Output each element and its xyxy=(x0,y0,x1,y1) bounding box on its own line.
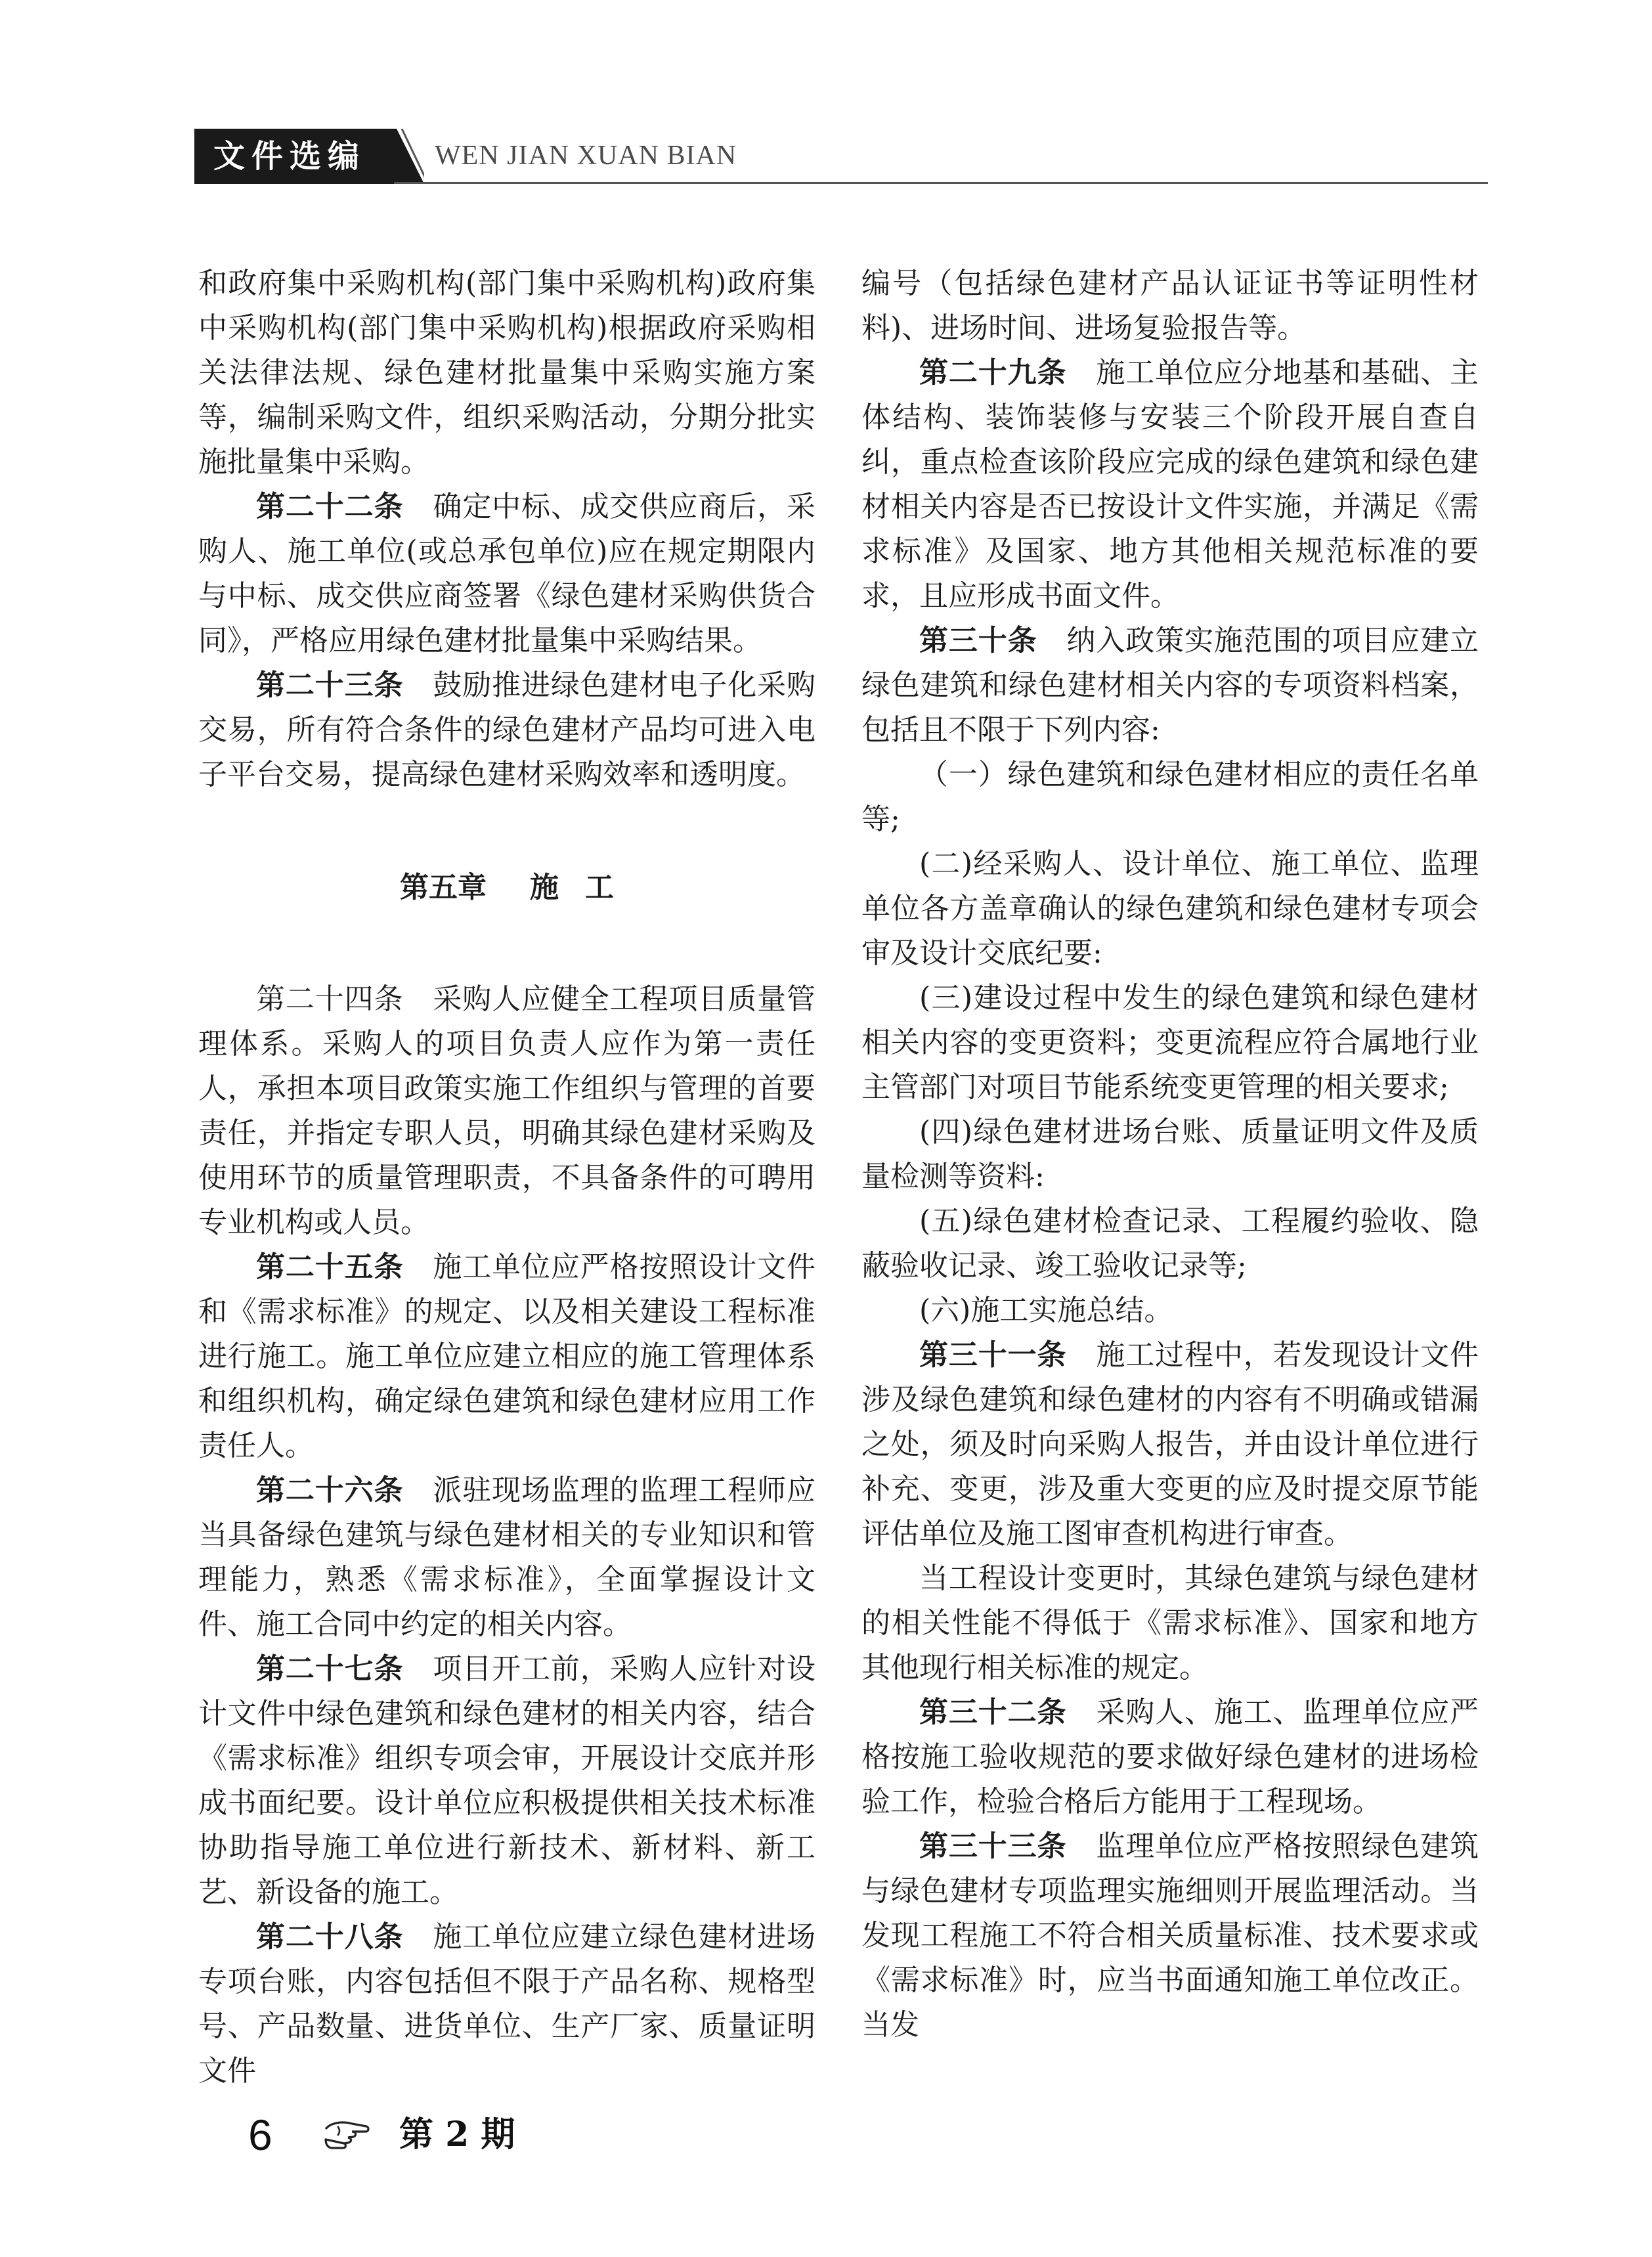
right-column xyxy=(861,261,1479,2048)
article-label: 第二十四条 xyxy=(256,982,404,1016)
article-paragraph xyxy=(198,485,815,663)
article-label: 第二十八条 xyxy=(256,1920,404,1954)
chapter-heading xyxy=(198,866,815,910)
article-paragraph xyxy=(198,1245,815,1468)
body-paragraph: （一）绿色建筑和绿色建材相应的责任名单等; xyxy=(861,758,1479,836)
article-label: 第三十一条 xyxy=(919,1338,1067,1372)
article-paragraph xyxy=(198,1647,815,1915)
article-label: 第二十六条 xyxy=(256,1474,404,1507)
issue-label: 第 2 期 xyxy=(399,2115,515,2155)
article-text: 项目开工前，采购人应针对设计文件中绿色建筑和绿色建材的相关内容，结合《需求标准》组织专项会审，开展设计交底并形成书面纪要。设计单位应积极提供相关技术标准协助指导施工单位进行新技术、新材料、新工艺、新设备的施工。 xyxy=(198,1652,816,1909)
pointing-hand-icon xyxy=(323,2117,370,2151)
chapter-title: 工 xyxy=(585,871,614,904)
article-label: 第三十三条 xyxy=(919,1830,1067,1863)
article-text: 纳入政策实施范围的项目应建立绿色建筑和绿色建材相关内容的专项资料档案，包括且不限于下列内容: xyxy=(861,624,1479,747)
left-column xyxy=(198,261,815,2093)
article-text: 施工单位应分地基和基础、主体结构、装饰装修与安装三个阶段开展自查自纠，重点检查该阶段应完成的绿色建筑和绿色建材相关内容是否已按设计文件实施，并满足《需求标准》及国家、地方其他相关规范标准的要求，且应形成书面文件。 xyxy=(861,356,1479,613)
article-label: 第三十条 xyxy=(919,624,1037,657)
article-paragraph xyxy=(198,1915,815,2093)
article-text: 监理单位应严格按照绿色建筑与绿色建材专项监理实施细则开展监理活动。当发现工程施工不符合相关质量标准、技术要求或《需求标准》时，应当书面通知施工单位改正。当发 xyxy=(861,1830,1479,2042)
chapter-number: 第五章 xyxy=(400,871,487,904)
article-paragraph xyxy=(861,351,1479,619)
body-paragraph: (六)施工实施总结。 xyxy=(919,1294,1173,1327)
body-paragraph: 和政府集中采购机构(部门集中采购机构)政府集中采购机构(部门集中采购机构)根据政府采购相关法律法规、绿色建材批量集中采购实施方案等，编制采购文件，组织采购活动，分期分批实施批量集中采购。 xyxy=(198,267,815,479)
article-text: 派驻现场监理的监理工程师应当具备绿色建筑与绿色建材相关的专业知识和管理能力，熟悉《需求标准》，全面掌握设计文件、施工合同中约定的相关内容。 xyxy=(198,1474,816,1641)
body-paragraph: (三)建设过程中发生的绿色建筑和绿色建材相关内容的变更资料；变更流程应符合属地行业主管部门对项目节能系统变更管理的相关要求; xyxy=(861,981,1479,1104)
article-label: 第三十二条 xyxy=(919,1696,1067,1729)
article-paragraph xyxy=(861,619,1479,753)
article-paragraph xyxy=(861,1690,1479,1824)
chapter-title: 施 xyxy=(530,871,559,904)
article-label: 第二十二条 xyxy=(256,490,404,523)
section-title-en: WEN JIAN XUAN BIAN xyxy=(435,141,737,171)
header-rule xyxy=(394,182,1488,184)
body-paragraph: (二)经采购人、设计单位、施工单位、监理单位各方盖章确认的绿色建筑和绿色建材专项会审及设计交底纪要: xyxy=(861,847,1479,970)
body-paragraph: (五)绿色建材检查记录、工程履约验收、隐蔽验收记录、竣工验收记录等; xyxy=(861,1204,1479,1282)
article-paragraph xyxy=(198,1468,815,1647)
article-text: 施工单位应严格按照设计文件和《需求标准》的规定、以及相关建设工程标准进行施工。施工单位应建立相应的施工管理体系和组织机构，确定绿色建筑和绿色建材应用工作责任人。 xyxy=(198,1250,816,1462)
body-paragraph: (四)绿色建材进场台账、质量证明文件及质量检测等资料: xyxy=(861,1115,1479,1193)
article-label: 第二十三条 xyxy=(256,668,404,702)
article-label: 第二十五条 xyxy=(256,1250,404,1284)
article-text: 采购人应健全工程项目质量管理体系。采购人的项目负责人应作为第一责任人，承担本项目政策实施工作组织与管理的首要责任，并指定专职人员，明确其绿色建材采购及使用环节的质量管理职责，不具备条件的可聘用专业机构或人员。 xyxy=(198,982,816,1239)
page-number: 6 xyxy=(248,2111,272,2159)
article-text: 确定中标、成交供应商后，采购人、施工单位(或总承包单位)应在规定期限内与中标、成交供应商签署《绿色建材采购供货合同》，严格应用绿色建材批量集中采购结果。 xyxy=(198,490,816,657)
article-label: 第二十七条 xyxy=(256,1652,404,1686)
page-header xyxy=(0,0,1652,197)
article-paragraph xyxy=(861,1824,1479,2048)
article-text: 鼓励推进绿色建材电子化采购交易，所有符合条件的绿色建材产品均可进入电子平台交易，提高绿色建材采购效率和透明度。 xyxy=(198,668,816,791)
section-tab-slant xyxy=(385,129,424,184)
body-paragraph: 当工程设计变更时，其绿色建筑与绿色建材的相关性能不得低于《需求标准》、国家和地方其他现行相关标准的规定。 xyxy=(861,1562,1479,1684)
article-paragraph xyxy=(198,977,815,1245)
article-paragraph xyxy=(198,663,815,797)
article-text: 施工单位应建立绿色建材进场专项台账，内容包括但不限于产品名称、规格型号、产品数量、进货单位、生产厂家、质量证明文件 xyxy=(198,1920,816,2088)
section-tab: 文件选编 xyxy=(194,129,385,184)
article-label: 第二十九条 xyxy=(919,356,1067,389)
body-paragraph: 编号（包括绿色建材产品认证证书等证明性材料)、进场时间、进场复验报告等。 xyxy=(861,267,1479,345)
article-text: 采购人、施工、监理单位应严格按施工验收规范的要求做好绿色建材的进场检验工作，检验合格后方能用于工程现场。 xyxy=(861,1696,1479,1818)
article-text: 施工过程中，若发现设计文件涉及绿色建筑和绿色建材的内容有不明确或错漏之处，须及时向采购人报告，并由设计单位进行补充、变更，涉及重大变更的应及时提交原节能评估单位及施工图审查机构进行审查。 xyxy=(861,1338,1479,1550)
article-paragraph xyxy=(861,1333,1479,1556)
